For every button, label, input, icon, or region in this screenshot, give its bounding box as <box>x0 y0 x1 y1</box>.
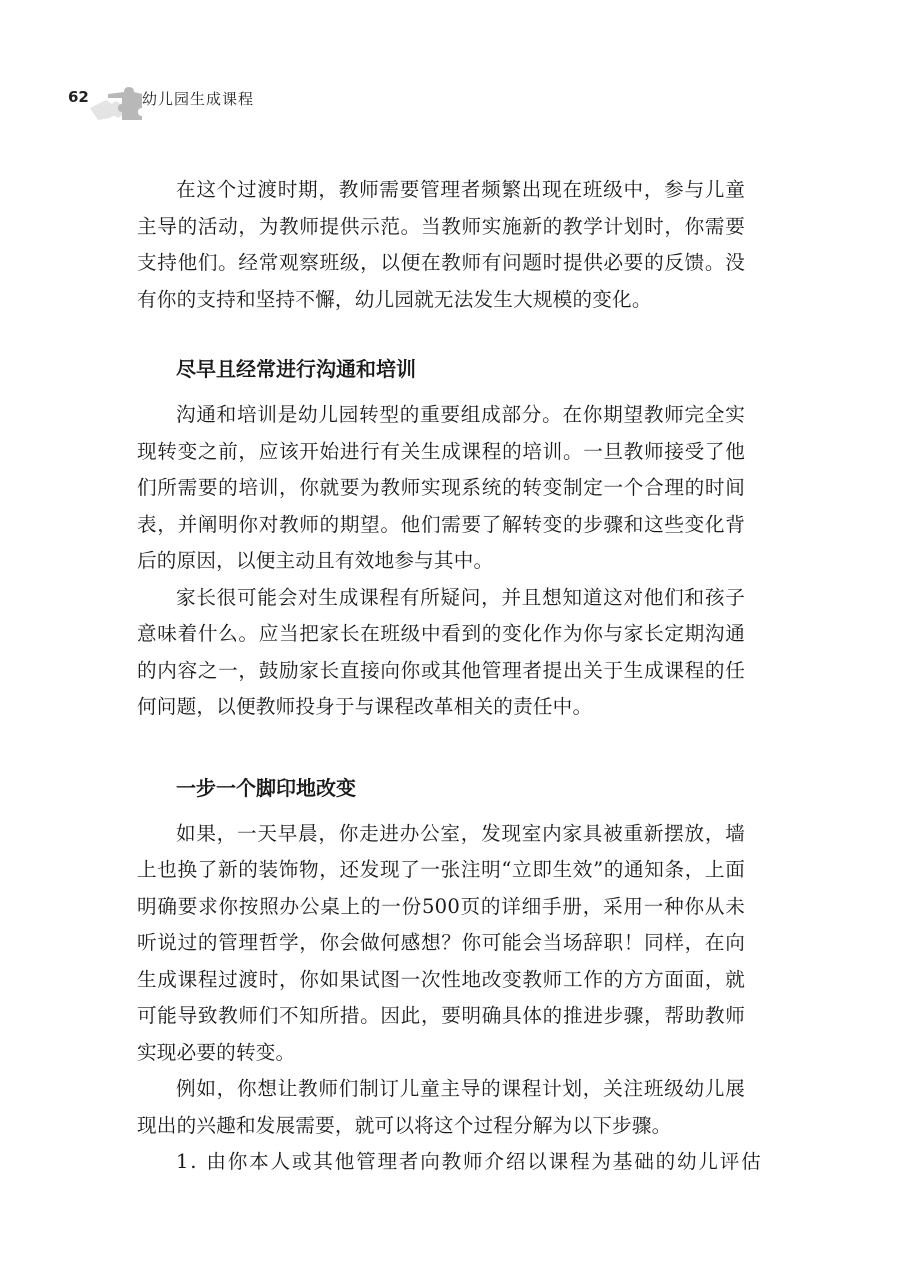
paragraph-training: 沟通和培训是幼儿园转型的重要组成部分。在你期望教师完全实现转变之前，应该开始进行有关生成课程的培训。一旦教师接受了他们所需要的培训，你就要为教师实现系统的转变制定一个合理的时间表，并阐明你对教师的期望。他们需要了解转变的步骤和这些变化背后的原因，以便主动且有效地参与其中。 <box>137 403 745 572</box>
page-content <box>137 172 763 1181</box>
paragraph-example-office: 如果，一天早晨，你走进办公室，发现室内家具被重新摆放，墙上也换了新的装饰物，还发现了一张注明“立即生效”的通知条，上面明确要求你按照办公桌上的一份500页的详细手册，采用一种你从未听说过的管理哲学，你会做何感想？你可能会当场辞职！同样，在向生成课程过渡时，你如果试图一次性地改变教师工作的方方面面，就可能导致教师们不知所措。因此，要明确具体的推进步骤，帮助教师实现必要的转变。 <box>137 821 745 1064</box>
book-title: 幼儿园生成课程 <box>142 90 255 108</box>
paragraph-example-steps: 例如，你想让教师们制订儿童主导的课程计划，关注班级幼儿展现出的兴趣和发展需要，就可以将这个过程分解为以下步骤。 <box>137 1077 745 1137</box>
section-heading-communication: 尽早且经常进行沟通和培训 <box>176 357 416 381</box>
section-heading-step-by-step: 一步一个脚印地改变 <box>176 775 356 800</box>
page-number: 62 <box>68 88 89 106</box>
list-item: 1. 由你本人或其他管理者向教师介绍以课程为基础的幼儿评估 <box>176 1150 763 1173</box>
paragraph-transition-period: 在这个过渡时期，教师需要管理者频繁出现在班级中，参与儿童主导的活动，为教师提供示范。当教师实施新的教学计划时，你需要支持他们。经常观察班级，以便在教师有问题时提供必要的反馈。没有你的支持和坚持不懈，幼儿园就无法发生大规模的变化。 <box>137 178 745 311</box>
paragraph-parents: 家长很可能会对生成课程有所疑问，并且想知道这对他们和孩子意味着什么。应当把家长在班级中看到的变化作为你与家长定期沟通的内容之一，鼓励家长直接向你或其他管理者提出关于生成课程的任何问题，以便教师投身于与课程改革相关的责任中。 <box>137 585 745 718</box>
puzzle-icon <box>86 82 150 122</box>
